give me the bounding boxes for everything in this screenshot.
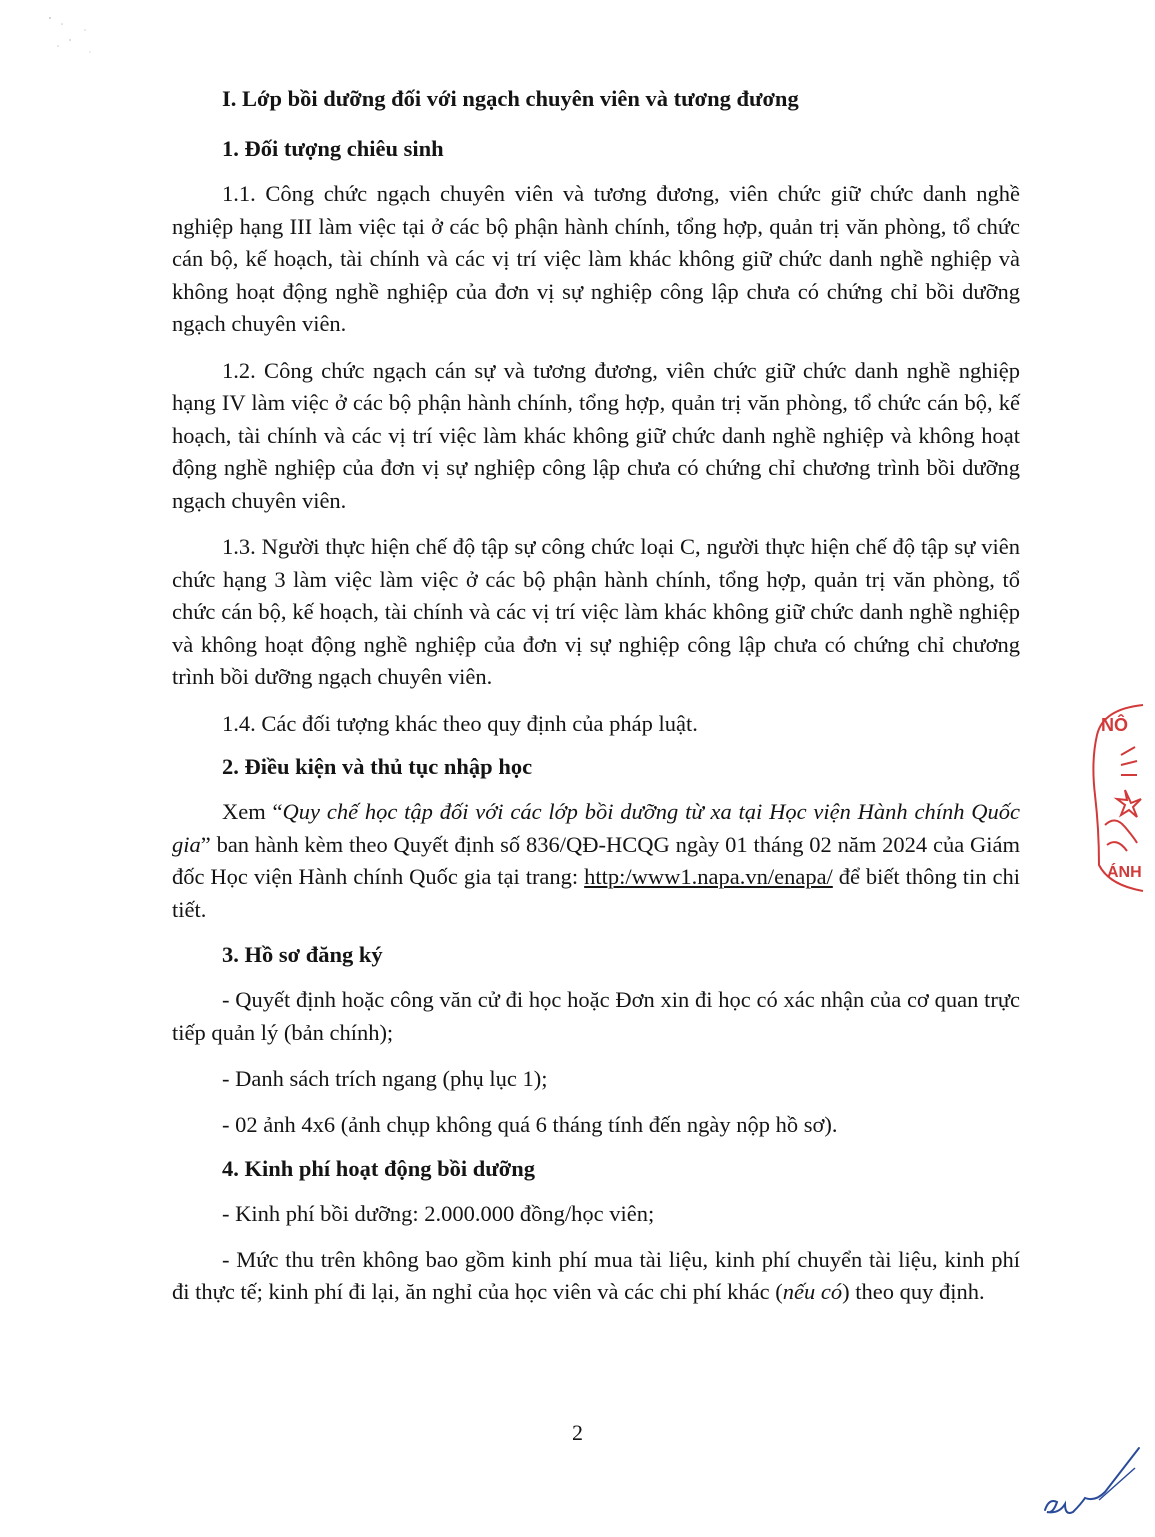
regulation-title: Quy chế học tập đối với các lớp bồi dưỡng từ xa tại Học viện Hành chính Quốc gia xyxy=(172,799,1020,857)
fee-note-lead: - Mức thu trên không bao gồm kinh phí mua tài liệu, kinh phí chuyển tài liệu, kinh phí đi thực tế; kinh phí đi lại, ăn nghỉ của học viên và các chi phí khác ( xyxy=(172,1246,1020,1304)
fee-note-italic: nếu có xyxy=(782,1279,843,1304)
paragraph-1-4: 1.4. Các đối tượng khác theo quy định của pháp luật. xyxy=(222,710,698,736)
signature-mark xyxy=(1035,1440,1145,1530)
admission-tail: để biết thông tin chi tiết. xyxy=(172,864,1020,922)
list-item-fee: - Kinh phí bồi dưỡng: 2.000.000 đồng/học viên; xyxy=(222,1201,655,1226)
list-item-roster: - Danh sách trích ngang (phụ lục 1); xyxy=(222,1066,548,1091)
fee-note-tail: ) theo quy định. xyxy=(842,1279,985,1304)
subsection-heading-4: 4. Kinh phí hoạt động bồi dưỡng xyxy=(222,1156,535,1181)
page-number: 2 xyxy=(572,1420,583,1445)
paragraph-1-3: 1.3. Người thực hiện chế độ tập sự công chức loại C, người thực hiện chế độ tập sự viên chức hạng 3 làm việc làm việc ở các bộ phận hành chính, tổng hợp, quản trị văn phòng, tổ chức cán bộ, kế hoạch, tài chính và các vị trí việc làm khác không giữ chức danh nghề nghiệp và không hoạt động nghề nghiệp của đơn vị sự nghiệp công lập chưa có chứng chỉ chương trình bồi dưỡng ngạch chuyên viên. xyxy=(172,534,1020,689)
subsection-heading-2: 2. Điều kiện và thủ tục nhập học xyxy=(222,754,533,779)
enapa-link[interactable]: http:/www1.napa.vn/enapa/ xyxy=(584,864,833,889)
stamp-text-top: NÔ xyxy=(1101,715,1128,735)
subsection-heading-3: 3. Hồ sơ đăng ký xyxy=(222,942,383,967)
admission-lead: Xem “ xyxy=(222,799,283,824)
list-item-fee-note xyxy=(172,1244,1020,1309)
document-body xyxy=(172,84,1020,1323)
list-item-photos: - 02 ảnh 4x6 (ảnh chụp không quá 6 tháng tính đến ngày nộp hồ sơ). xyxy=(222,1111,838,1137)
paragraph-2-admission xyxy=(172,796,1020,926)
red-stamp-fragment xyxy=(1085,695,1145,895)
scan-noise xyxy=(40,10,100,60)
list-item-application-letter: - Quyết định hoặc công văn cử đi học hoặc Đơn xin đi học có xác nhận của cơ quan trực tiếp quản lý (bản chính); xyxy=(172,987,1020,1045)
section-heading: I. Lớp bồi dưỡng đối với ngạch chuyên viên và tương đương xyxy=(222,86,799,111)
paragraph-1-1: 1.1. Công chức ngạch chuyên viên và tương đương, viên chức giữ chức danh nghề nghiệp hạng III làm việc tại ở các bộ phận hành chính, tổng hợp, quản trị văn phòng, tổ chức cán bộ, kế hoạch, tài chính và các vị trí việc làm khác không giữ chức danh nghề nghiệp và không hoạt động nghề nghiệp của đơn vị sự nghiệp công lập chưa có chứng chỉ bồi dưỡng ngạch chuyên viên. xyxy=(172,181,1020,336)
paragraph-1-2: 1.2. Công chức ngạch cán sự và tương đương, viên chức giữ chức danh nghề nghiệp hạng IV làm việc ở các bộ phận hành chính, tổng hợp, quản trị văn phòng, tổ chức cán bộ, kế hoạch, tài chính và các vị trí việc làm khác không giữ chức danh nghề nghiệp và không hoạt động nghề nghiệp của đơn vị sự nghiệp công lập chưa có chứng chỉ chương trình bồi dưỡng ngạch chuyên viên. xyxy=(172,357,1020,513)
subsection-heading-1: 1. Đối tượng chiêu sinh xyxy=(222,136,444,161)
stamp-text-bottom: ÁNH xyxy=(1107,864,1142,881)
admission-middle: ” ban hành kèm theo Quyết định số 836/QĐ-HCQG ngày 01 tháng 02 năm 2024 của Giám đốc Học viện Hành chính Quốc gia tại trang: xyxy=(172,831,1020,889)
